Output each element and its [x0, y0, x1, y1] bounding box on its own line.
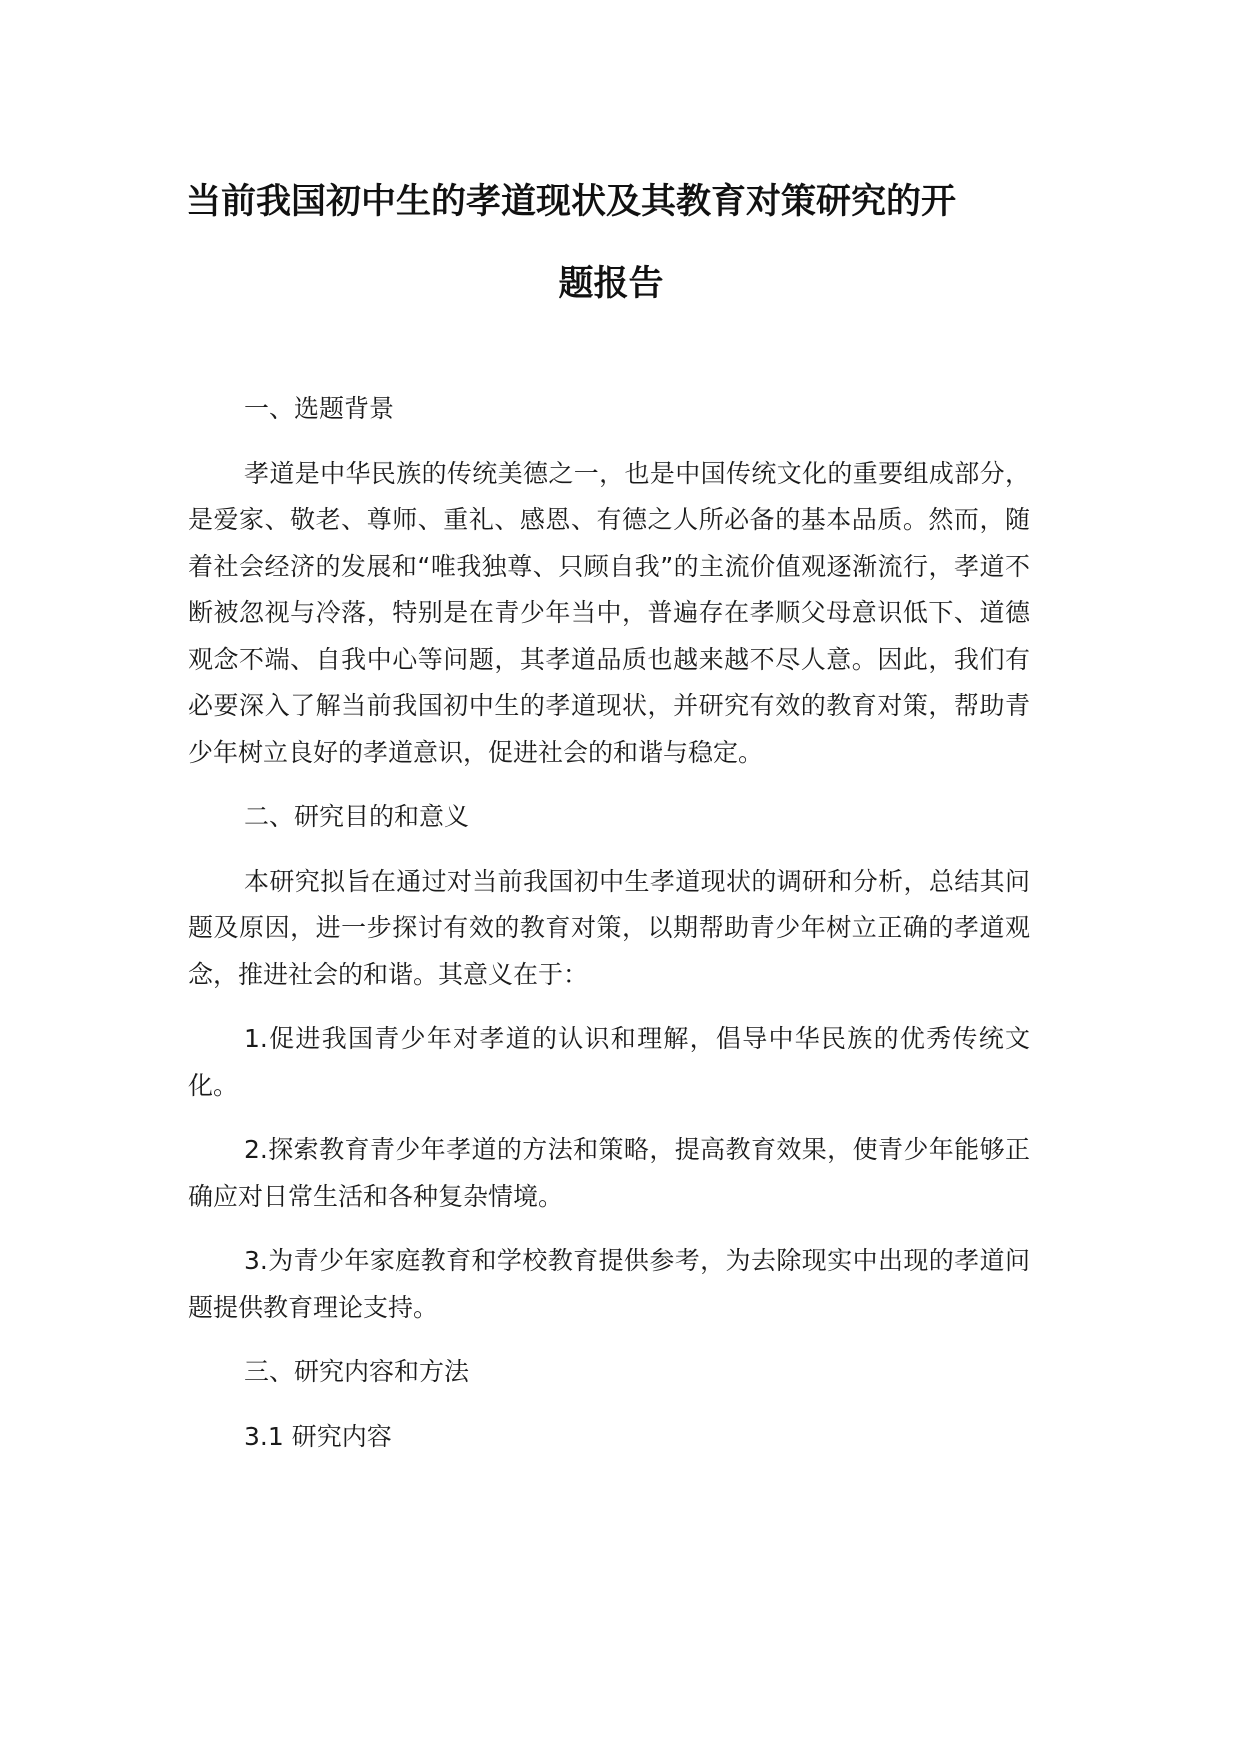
list-item-significance-2: 2.探索教育青少年孝道的方法和策略，提高教育效果，使青少年能够正确应对日常生活和各种复杂情境。: [188, 1135, 1030, 1211]
section-heading-content-method: 三、研究内容和方法: [244, 1357, 470, 1386]
paragraph-purpose: 本研究拟旨在通过对当前我国初中生孝道现状的调研和分析，总结其问题及原因，进一步探讨有效的教育对策，以期帮助青少年树立正确的孝道观念，推进社会的和谐。其意义在于：: [188, 866, 1030, 989]
document-body: [188, 386, 1030, 1478]
document-title-line1: 当前我国初中生的孝道现状及其教育对策研究的开: [186, 182, 957, 222]
list-item-significance-1: 1.促进我国青少年对孝道的认识和理解，倡导中华民族的优秀传统文化。: [188, 1024, 1030, 1100]
paragraph-background: 孝道是中华民族的传统美德之一，也是中国传统文化的重要组成部分，是爱家、敬老、尊师、重礼、感恩、有德之人所必备的基本品质。然而，随着社会经济的发展和“唯我独尊、只顾自我”的主流价值观逐渐流行，孝道不断被忽视与冷落，特别是在青少年当中，普遍存在孝顺父母意识低下、道德观念不端、自我中心等问题，其孝道品质也越来越不尽人意。因此，我们有必要深入了解当前我国初中生的孝道现状，并研究有效的教育对策，帮助青少年树立良好的孝道意识，促进社会的和谐与稳定。: [188, 458, 1030, 767]
document-title-line2: 题报告: [558, 264, 664, 304]
subsection-heading-content: 3.1 研究内容: [244, 1421, 392, 1451]
section-heading-background: 一、选题背景: [244, 394, 395, 423]
list-item-significance-3: 3.为青少年家庭教育和学校教育提供参考，为去除现实中出现的孝道问题提供教育理论支持。: [188, 1246, 1030, 1322]
section-heading-purpose: 二、研究目的和意义: [244, 802, 470, 831]
